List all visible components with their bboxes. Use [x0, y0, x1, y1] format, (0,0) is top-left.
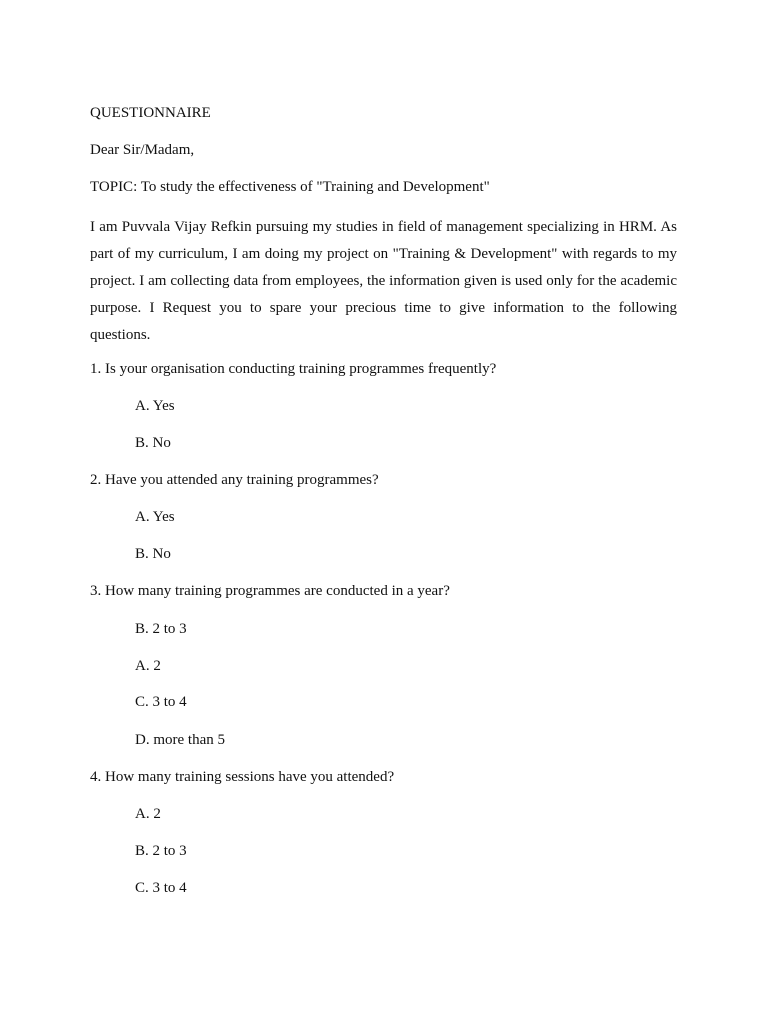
question-3-option-d: D. more than 5	[135, 732, 225, 748]
topic-line: TOPIC: To study the effectiveness of "Training and Development"	[90, 179, 490, 195]
question-3-option-a: A. 2	[135, 658, 161, 674]
question-4-option-b: B. 2 to 3	[135, 843, 187, 859]
question-4-option-c: C. 3 to 4	[135, 880, 187, 896]
question-1: 1. Is your organisation conducting training programmes frequently?	[90, 361, 497, 377]
question-2: 2. Have you attended any training programmes?	[90, 472, 379, 488]
question-3-option-c: C. 3 to 4	[135, 694, 187, 710]
question-1-option-b: B. No	[135, 435, 171, 451]
question-2-option-b: B. No	[135, 546, 171, 562]
question-2-option-a: A. Yes	[135, 509, 175, 525]
salutation: Dear Sir/Madam,	[90, 142, 195, 158]
question-4-option-a: A. 2	[135, 806, 161, 822]
document-heading: QUESTIONNAIRE	[90, 105, 211, 121]
question-3-option-b: B. 2 to 3	[135, 621, 187, 637]
question-4: 4. How many training sessions have you attended?	[90, 769, 395, 785]
question-1-option-a: A. Yes	[135, 398, 175, 414]
question-3: 3. How many training programmes are conducted in a year?	[90, 583, 450, 599]
intro-paragraph: I am Puvvala Vijay Refkin pursuing my studies in field of management specializing in HRM. As part of my curriculum, I am doing my project on "Training & Development" with regards to my project. I am collecting data from employees, the information given is used only for the academic purpose. I Request you to spare your precious time to give information to the following questions.	[90, 219, 677, 343]
